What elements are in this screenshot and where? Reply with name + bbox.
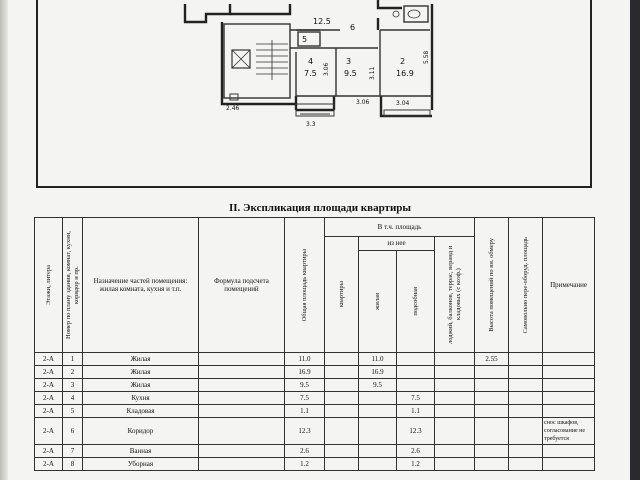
table-cell: 2 <box>63 366 83 379</box>
header-label: подсобная <box>411 287 419 316</box>
table-cell <box>199 418 285 445</box>
table-row <box>35 353 595 366</box>
table-cell <box>543 445 595 458</box>
table-cell <box>199 458 285 471</box>
plan-label: 3.06 <box>356 99 370 106</box>
plan-label: 12.5 <box>313 17 331 26</box>
header-label: Назначение частей помещения: жилая комната, кухня и т.п. <box>93 277 188 293</box>
plan-label: 3.11 <box>369 66 376 80</box>
table-cell <box>359 445 397 458</box>
plan-label: 3.3 <box>306 121 316 128</box>
table-cell <box>397 353 435 366</box>
table-cell <box>543 366 595 379</box>
table-cell: 9.5 <box>359 379 397 392</box>
table-cell: 11.0 <box>359 353 397 366</box>
header-total-area <box>285 218 325 353</box>
table-cell: 2-А <box>35 366 63 379</box>
table-cell: 1.1 <box>285 405 325 418</box>
table-row <box>35 379 595 392</box>
table-cell <box>543 353 595 366</box>
header-living <box>359 250 397 352</box>
table-cell <box>543 392 595 405</box>
table-cell <box>475 418 509 445</box>
table-cell: 8 <box>63 458 83 471</box>
table-cell: Ванная <box>83 445 199 458</box>
table-cell <box>475 379 509 392</box>
table-cell <box>325 353 359 366</box>
table-cell: Кладовая <box>83 405 199 418</box>
table-cell <box>325 418 359 445</box>
header-floor <box>35 218 63 353</box>
table-cell <box>325 405 359 418</box>
table-cell <box>359 405 397 418</box>
table-cell: 1.2 <box>285 458 325 471</box>
table-cell: Жилая <box>83 379 199 392</box>
header-unauthorized <box>509 218 543 353</box>
header-auxiliary <box>397 250 435 352</box>
floor-plan <box>0 0 640 190</box>
table-cell: снос шкафов, согласование не требуется <box>543 418 595 445</box>
table-cell <box>199 353 285 366</box>
plan-label: 4 <box>308 57 314 66</box>
table-cell: Жилая <box>83 353 199 366</box>
table-cell: 1.1 <box>397 405 435 418</box>
plan-label: 5.58 <box>423 50 430 64</box>
header-height <box>475 218 509 353</box>
table-cell <box>325 445 359 458</box>
table-cell <box>475 366 509 379</box>
table-cell <box>199 392 285 405</box>
table-cell: 12.3 <box>285 418 325 445</box>
table-cell <box>359 392 397 405</box>
header-apartment <box>325 237 359 353</box>
header-label: Номер по плану здания, комнат, кухни, коридор и пр. <box>64 231 80 339</box>
section-title: II. Экспликация площади квартиры <box>228 202 411 214</box>
plan-label: 7.5 <box>304 69 317 78</box>
table-cell <box>435 458 475 471</box>
table-cell <box>325 392 359 405</box>
header-label: Высота помещений по вн. обмеру <box>487 238 495 332</box>
table-cell <box>543 458 595 471</box>
table-cell: 7.5 <box>285 392 325 405</box>
table-cell <box>435 405 475 418</box>
header-label: В т.ч. площадь <box>377 223 422 231</box>
table-cell <box>475 445 509 458</box>
header-purpose <box>83 218 199 353</box>
table-cell <box>199 366 285 379</box>
table-cell <box>435 418 475 445</box>
table-row <box>35 392 595 405</box>
table-cell <box>397 366 435 379</box>
table-cell <box>199 379 285 392</box>
table-cell <box>359 458 397 471</box>
table-cell: 2-А <box>35 392 63 405</box>
table-cell: Уборная <box>83 458 199 471</box>
table-cell <box>435 366 475 379</box>
table-cell <box>475 392 509 405</box>
header-label: Примечание <box>550 281 587 289</box>
table-cell <box>199 445 285 458</box>
table-cell: 16.9 <box>285 366 325 379</box>
header-label: лоджий, балконов, террас, веранд и кладовых (с коэф.) <box>446 245 462 344</box>
table-row <box>35 445 595 458</box>
bathroom-fixtures-icon <box>393 10 420 18</box>
table-cell <box>325 366 359 379</box>
header-label: Самовольно пере-оборуд. площадь <box>521 236 529 334</box>
table-cell: 6 <box>63 418 83 445</box>
table-cell <box>475 405 509 418</box>
table-cell <box>509 366 543 379</box>
header-label: квартиры <box>337 281 345 308</box>
table-cell <box>435 392 475 405</box>
table-cell: Жилая <box>83 366 199 379</box>
table-cell <box>543 379 595 392</box>
table-cell <box>509 379 543 392</box>
header-including <box>325 218 475 237</box>
table-cell <box>475 458 509 471</box>
header-loggias <box>435 237 475 353</box>
table-cell: 2-А <box>35 405 63 418</box>
header-remarks <box>543 218 595 353</box>
table-cell <box>325 458 359 471</box>
table-cell: 5 <box>63 405 83 418</box>
table-cell: 2-А <box>35 353 63 366</box>
plan-label: 3 <box>346 57 352 66</box>
plan-label: 2 <box>400 57 406 66</box>
table-cell: 7 <box>63 445 83 458</box>
table-cell <box>199 405 285 418</box>
header-label: из нее <box>387 239 406 248</box>
table-cell <box>509 418 543 445</box>
table-row <box>35 418 595 445</box>
plan-label: 9.5 <box>344 69 357 78</box>
table-row <box>35 458 595 471</box>
table-cell: 2.6 <box>397 445 435 458</box>
table-cell: 16.9 <box>359 366 397 379</box>
table-cell: 9.5 <box>285 379 325 392</box>
table-cell: 11.0 <box>285 353 325 366</box>
header-label: Формула подсчета помещений <box>214 277 269 293</box>
plan-label: 16.9 <box>396 69 414 78</box>
header-label: Этажи, литера <box>44 265 52 305</box>
table-cell: Кухня <box>83 392 199 405</box>
plan-label: 5 <box>302 35 308 44</box>
table-cell <box>509 445 543 458</box>
table-row <box>35 366 595 379</box>
table-cell: 2-А <box>35 418 63 445</box>
plan-label: 3.06 <box>323 62 330 76</box>
header-label: жилая <box>373 292 381 310</box>
table-cell: 2-А <box>35 445 63 458</box>
header-of-which <box>359 237 435 251</box>
plan-label: 3.04 <box>396 100 410 107</box>
explication-table <box>34 217 595 471</box>
table-cell: 7.5 <box>397 392 435 405</box>
table-cell: Коридор <box>83 418 199 445</box>
plan-label: 6 <box>350 23 356 32</box>
table-cell: 4 <box>63 392 83 405</box>
table-cell <box>325 379 359 392</box>
header-label: Общая площадь квартиры <box>300 248 308 322</box>
table-cell: 2-А <box>35 379 63 392</box>
table-cell <box>509 353 543 366</box>
table-cell: 3 <box>63 379 83 392</box>
table-cell <box>435 445 475 458</box>
table-cell: 12.3 <box>397 418 435 445</box>
plan-label: 2.46 <box>226 105 240 112</box>
table-cell <box>397 379 435 392</box>
table-cell <box>509 392 543 405</box>
header-room-number <box>63 218 83 353</box>
table-cell: 1 <box>63 353 83 366</box>
table-cell <box>543 405 595 418</box>
table-cell: 1.2 <box>397 458 435 471</box>
table-cell: 2.55 <box>475 353 509 366</box>
table-cell <box>509 458 543 471</box>
stairs-icon <box>232 40 288 80</box>
table-cell <box>509 405 543 418</box>
header-formula <box>199 218 285 353</box>
table-row <box>35 405 595 418</box>
table-cell: 2.6 <box>285 445 325 458</box>
table-cell: 2-А <box>35 458 63 471</box>
table-cell <box>435 379 475 392</box>
table-cell <box>435 353 475 366</box>
table-cell <box>359 418 397 445</box>
